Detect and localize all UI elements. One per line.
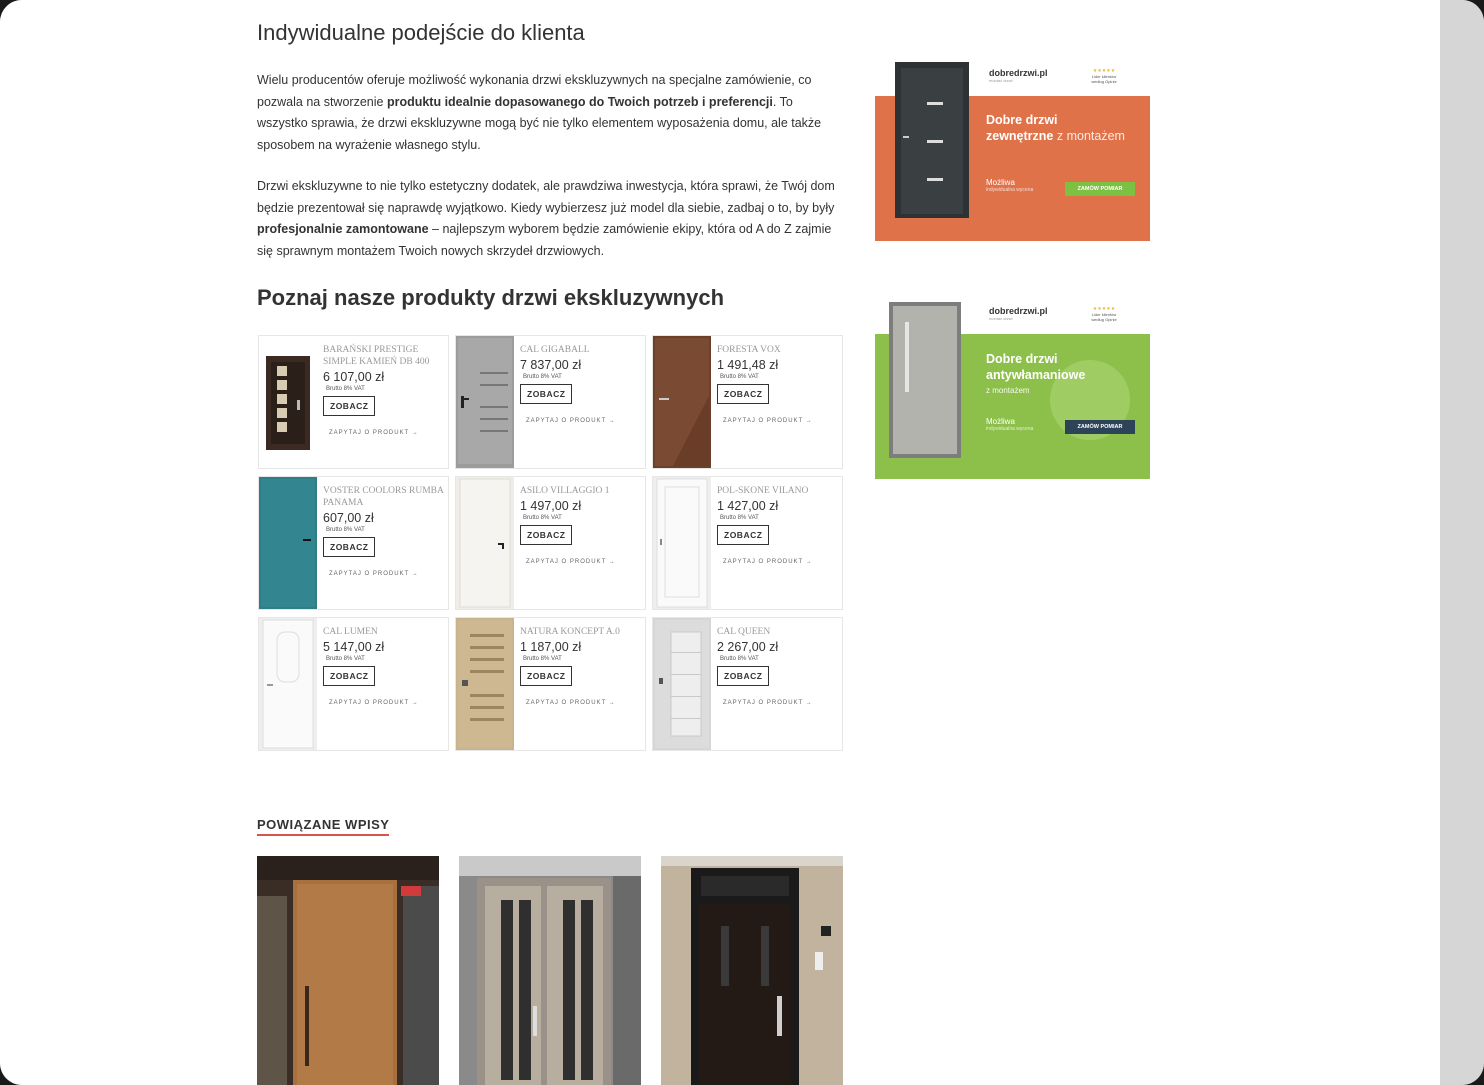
banner-note — [986, 178, 1033, 193]
view-button[interactable]: ZOBACZ — [717, 525, 769, 545]
product-card — [455, 335, 646, 469]
ask-product-link[interactable]: ZAPYTAJ O PRODUKT → — [723, 418, 813, 424]
product-card — [258, 476, 449, 610]
text: Wielu producentów oferuje możliwość wykonania drzwi ekskluzywnych na specjalne zamówienie, co pozwala na stworzenie — [257, 73, 812, 109]
product-image[interactable] — [259, 618, 317, 750]
related-post-image[interactable] — [257, 856, 439, 1085]
title-line-2: antywłamaniowe — [986, 368, 1086, 382]
view-button[interactable]: ZOBACZ — [323, 396, 375, 416]
banner-title — [986, 112, 1125, 144]
product-image[interactable] — [456, 336, 514, 468]
logo-subtext: montaż drzwi — [989, 78, 1013, 83]
title-line-2-light: z montażem — [1053, 129, 1125, 143]
product-card — [455, 617, 646, 751]
section-heading: Indywidualne podejście do klienta — [257, 20, 585, 45]
ask-product-link[interactable]: ZAPYTAJ O PRODUKT → — [526, 418, 616, 424]
product-card — [652, 335, 843, 469]
banner-logo — [989, 68, 1048, 83]
note-subtext: indywidualna wycena — [986, 426, 1034, 432]
product-name[interactable]: NATURA KONCEPT A.0 — [520, 627, 620, 637]
view-button[interactable]: ZOBACZ — [520, 384, 572, 404]
product-vat: Brutto 8% VAT — [326, 656, 365, 662]
banner-background — [875, 62, 1150, 241]
view-button[interactable]: ZOBACZ — [520, 525, 572, 545]
ask-product-link[interactable]: ZAPYTAJ O PRODUKT → — [329, 571, 419, 577]
product-price: 1 497,00 zł — [520, 499, 582, 513]
award-text: Lider klientów według Opinie — [1091, 74, 1117, 84]
product-image[interactable] — [653, 477, 711, 609]
award-stars-icon: ★★★★★ — [1092, 306, 1116, 312]
view-button[interactable]: ZOBACZ — [717, 666, 769, 686]
product-price: 607,00 zł — [323, 511, 374, 525]
banner-subtitle: z montażem — [986, 386, 1030, 395]
text: – najlepszym wyborem będzie zamówienie ekipy, która od A do Z zajmie się sprawnym montażem Twoich nowych skrzydeł drzwiowych. — [257, 222, 832, 258]
product-name[interactable]: BARAŃSKI PRESTIGE SIMPLE KAMIEŃ DB 400 — [323, 345, 430, 367]
product-name[interactable]: ASILO VILLAGGIO 1 — [520, 486, 610, 496]
products-heading: Poznaj nasze produkty drzwi ekskluzywnych — [257, 285, 725, 310]
text-bold: produktu idealnie dopasowanego do Twoich potrzeb i preferencji — [386, 94, 773, 109]
product-card — [258, 335, 449, 469]
ask-product-link[interactable]: ZAPYTAJ O PRODUKT → — [329, 700, 419, 706]
note-text: Możliwa — [986, 178, 1015, 187]
product-card — [652, 617, 843, 751]
product-image[interactable] — [259, 477, 317, 609]
product-vat: Brutto 8% VAT — [523, 515, 562, 521]
product-image[interactable] — [653, 336, 711, 468]
product-image[interactable] — [653, 618, 711, 750]
product-card — [652, 476, 843, 610]
product-name[interactable]: POL-SKONE VILANO — [717, 486, 809, 496]
product-price: 7 837,00 zł — [520, 358, 582, 372]
award-badge — [1089, 306, 1119, 322]
paragraph-2 — [257, 176, 843, 262]
paragraph-1 — [257, 70, 843, 156]
ask-product-link[interactable]: ZAPYTAJ O PRODUKT → — [329, 430, 419, 436]
ask-product-link[interactable]: ZAPYTAJ O PRODUKT → — [526, 700, 616, 706]
award-text: Lider klientów według Opinie — [1091, 312, 1117, 322]
product-vat: Brutto 8% VAT — [326, 386, 365, 392]
banner-note — [986, 417, 1033, 432]
product-price: 2 267,00 zł — [717, 640, 779, 654]
product-price: 6 107,00 zł — [323, 370, 385, 384]
product-vat: Brutto 8% VAT — [720, 515, 759, 521]
product-name[interactable]: FORESTA VOX — [717, 345, 781, 355]
ask-product-link[interactable]: ZAPYTAJ O PRODUKT → — [723, 559, 813, 565]
title-line-1: Dobre drzwi — [986, 113, 1058, 127]
product-name[interactable]: CAL LUMEN — [323, 627, 378, 637]
product-card — [258, 617, 449, 751]
logo-text: dobredrzwi.pl — [989, 68, 1048, 78]
ask-product-link[interactable]: ZAPYTAJ O PRODUKT → — [723, 700, 813, 706]
note-subtext: indywidualna wycena — [986, 187, 1034, 193]
product-name[interactable]: VOSTER COOLORS RUMBA PANAMA — [323, 486, 444, 508]
text: . To wszystko sprawia, że drzwi ekskluzywne mogą być nie tylko elementem wyposażenia domu, ale także sposobem na wyrażenie własnego stylu. — [257, 94, 822, 152]
product-vat: Brutto 8% VAT — [326, 527, 365, 533]
product-name[interactable]: CAL GIGABALL — [520, 345, 590, 355]
product-price: 5 147,00 zł — [323, 640, 385, 654]
product-image[interactable] — [456, 618, 514, 750]
logo-text: dobredrzwi.pl — [989, 306, 1048, 316]
view-button[interactable]: ZOBACZ — [717, 384, 769, 404]
order-measurement-button[interactable]: ZAMÓW POMIAR — [1065, 420, 1135, 434]
view-button[interactable]: ZOBACZ — [520, 666, 572, 686]
product-price: 1 187,00 zł — [520, 640, 582, 654]
title-line-1: Dobre drzwi — [986, 352, 1058, 366]
product-price: 1 427,00 zł — [717, 499, 779, 513]
product-price: 1 491,48 zł — [717, 358, 779, 372]
scrollbar[interactable] — [1440, 0, 1484, 1085]
order-measurement-button[interactable]: ZAMÓW POMIAR — [1065, 182, 1135, 196]
ask-product-link[interactable]: ZAPYTAJ O PRODUKT → — [526, 559, 616, 565]
title-line-2: zewnętrzne — [986, 129, 1054, 143]
text: Drzwi ekskluzywne to nie tylko estetyczny dodatek, ale prawdziwa inwestycja, która sprawi, że Twój dom będzie prezentował się naprawdę wyjątkowo. Kiedy wybierzesz już model dla siebie, zadbaj o to, by były — [257, 179, 835, 215]
related-post-image[interactable] — [661, 856, 843, 1085]
product-name[interactable]: CAL QUEEN — [717, 627, 771, 637]
related-posts-heading: POWIĄZANE WPISY — [257, 817, 389, 836]
related-post-image[interactable] — [459, 856, 641, 1085]
product-vat: Brutto 8% VAT — [523, 656, 562, 662]
view-button[interactable]: ZOBACZ — [323, 537, 375, 557]
text-bold: profesjonalnie zamontowane — [257, 222, 429, 236]
product-image[interactable] — [259, 336, 317, 468]
product-vat: Brutto 8% VAT — [523, 374, 562, 380]
award-stars-icon: ★★★★★ — [1092, 68, 1116, 74]
logo-subtext: montaż drzwi — [989, 316, 1013, 321]
product-vat: Brutto 8% VAT — [720, 374, 759, 380]
product-vat: Brutto 8% VAT — [720, 656, 759, 662]
banner-security-doors[interactable] — [875, 300, 1150, 479]
product-card — [455, 476, 646, 610]
banner-exterior-doors[interactable] — [875, 62, 1150, 241]
banner-title — [986, 351, 1085, 383]
note-text: Możliwa — [986, 417, 1015, 426]
award-badge — [1089, 68, 1119, 84]
product-image[interactable] — [456, 477, 514, 609]
banner-logo — [989, 306, 1048, 321]
view-button[interactable]: ZOBACZ — [323, 666, 375, 686]
